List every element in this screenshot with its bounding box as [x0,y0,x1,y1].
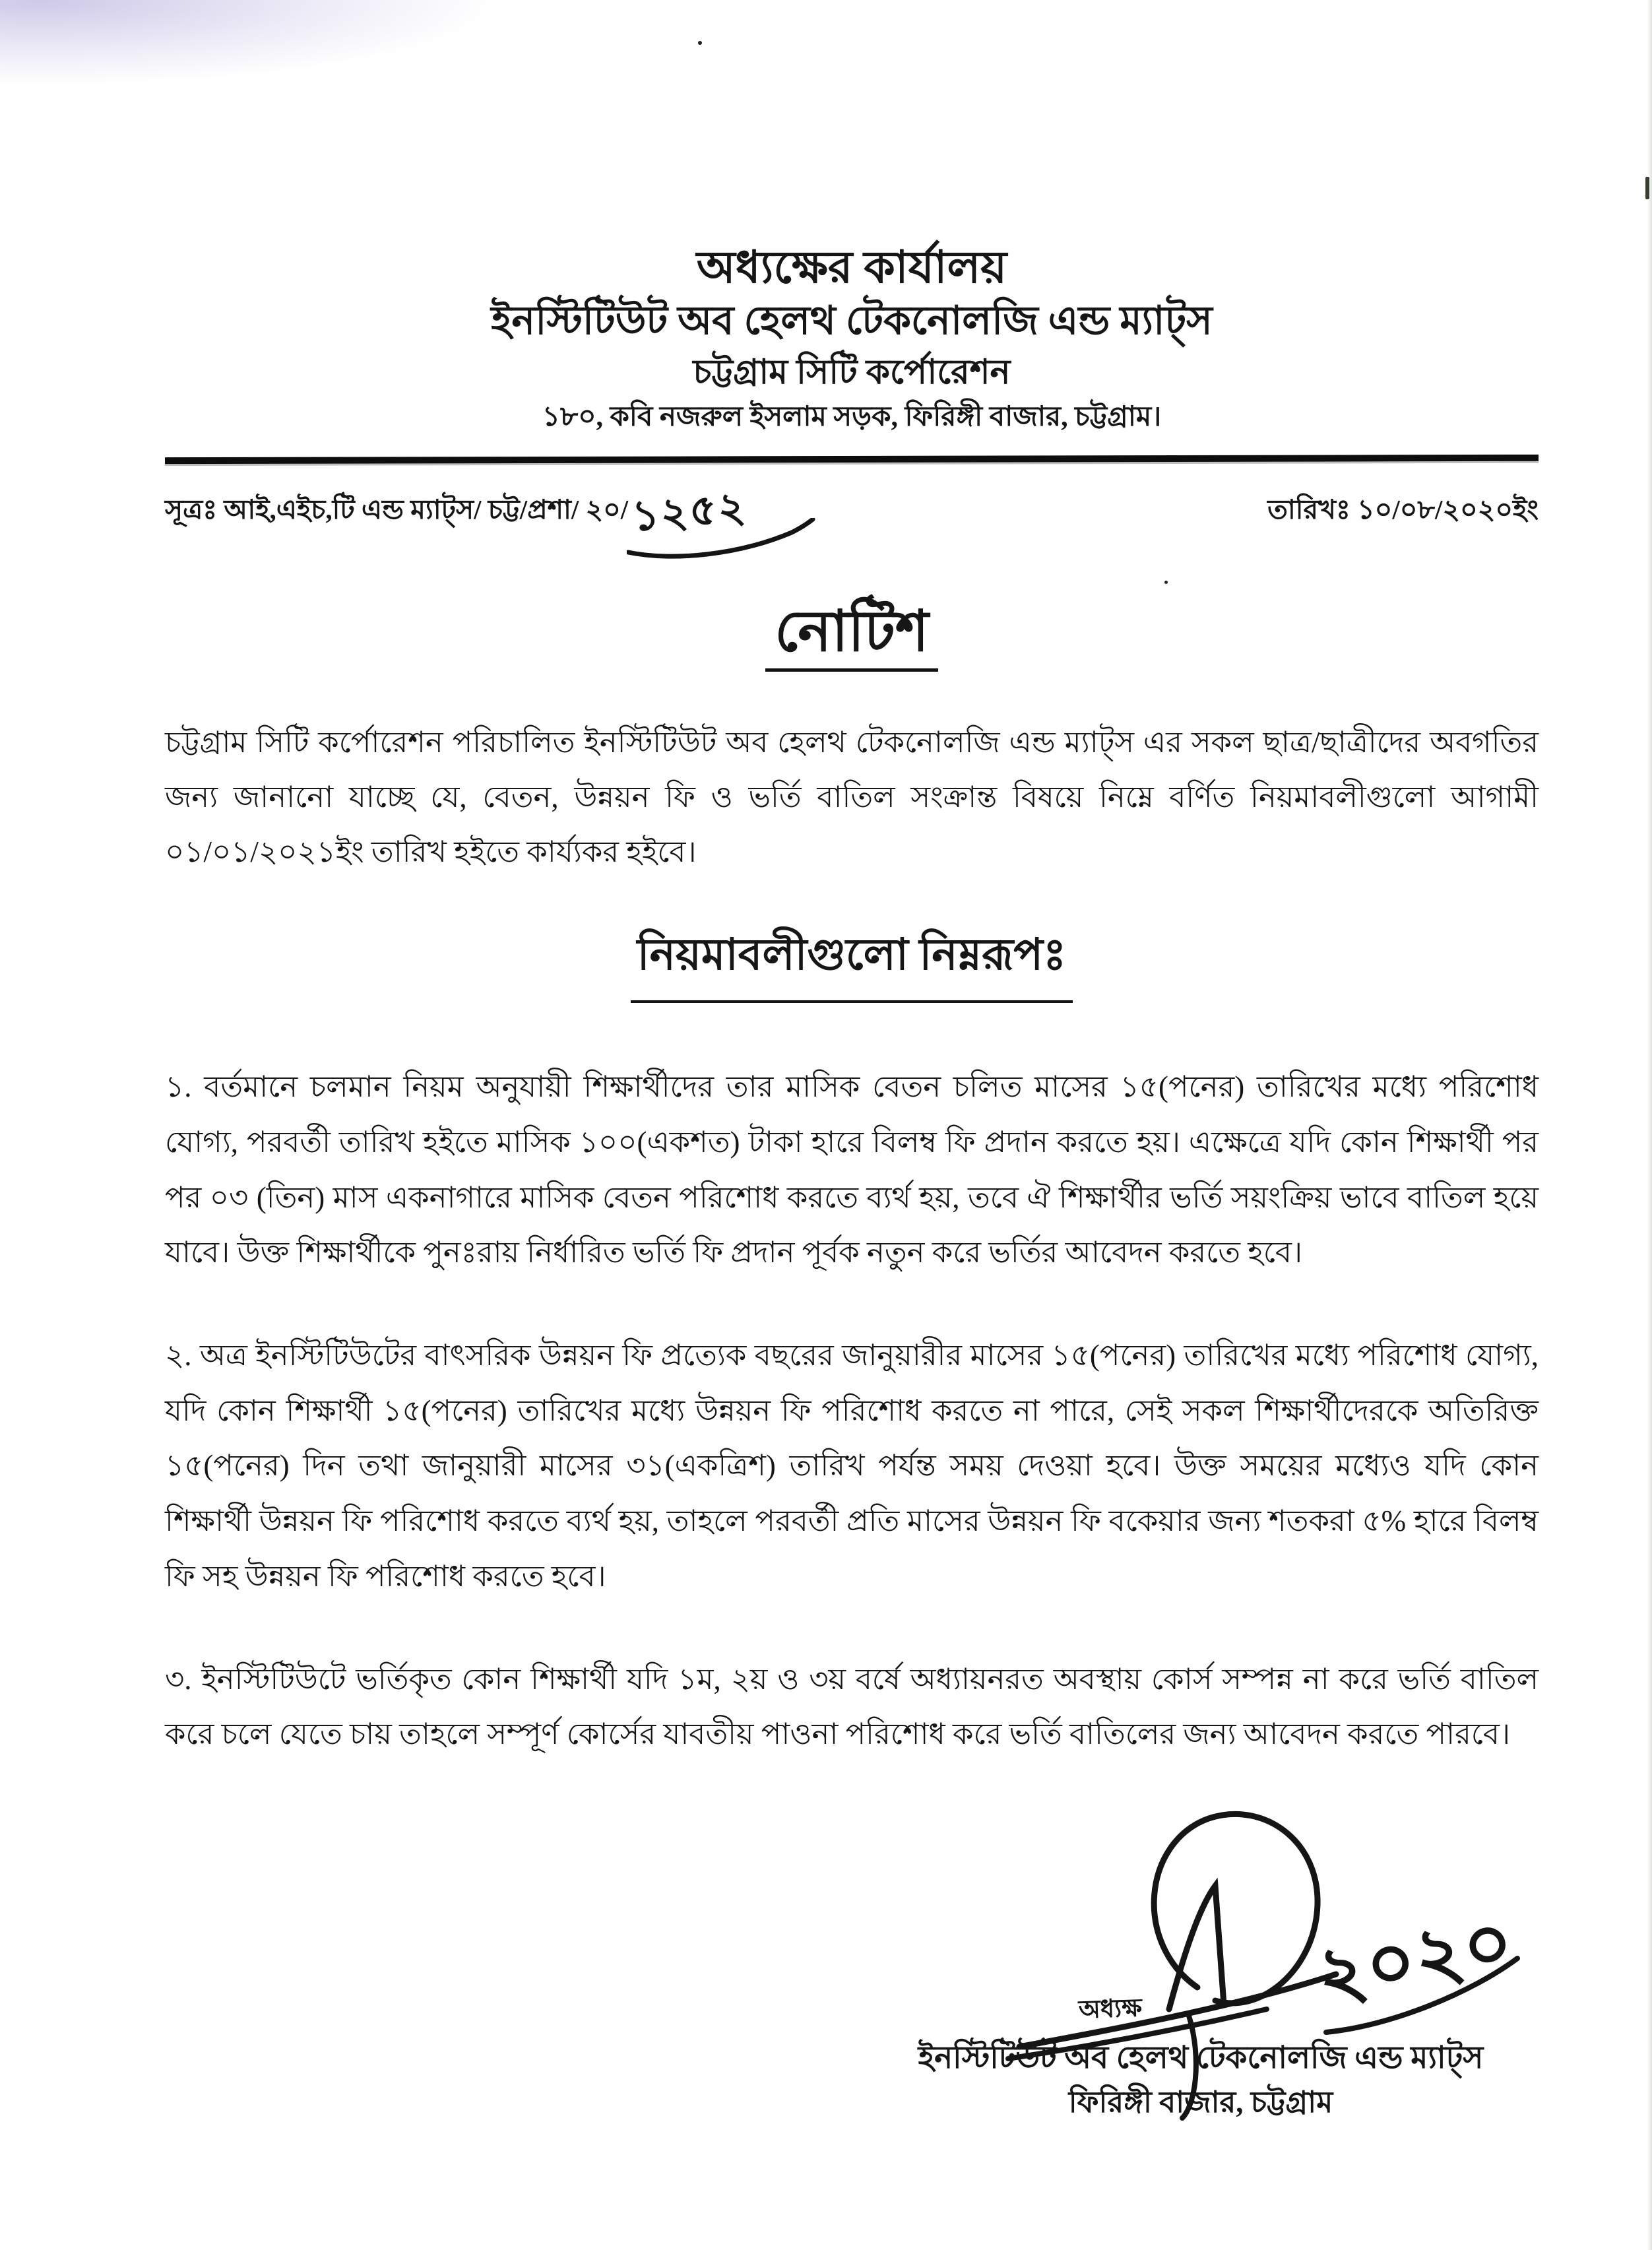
letter-content [165,243,1539,1792]
handwritten-underline-stroke [627,518,825,564]
signature-year: ২০২০ [1310,1898,1520,2019]
notice-title-wrap [165,599,1539,672]
signatory-designation: অধ্যক্ষ [1078,1994,1143,2024]
handwritten-reference [632,480,747,550]
scan-speck [698,41,702,45]
rule-item-2: ২. অত্র ইনস্টিটিউটের বাৎসরিক উন্নয়ন ফি প্রত্যেক বছরের জানুয়ারীর মাসের ১৫(পনের) তারিখের মধ্যে পরিশোধ যোগ্য, যদি কোন শিক্ষার্থী ১৫(পনের) তারিখের মধ্যে উন্নয়ন ফি পরিশোধ করতে না পারে, সেই সকল শিক্ষার্থীদেরকে অতিরিক্ত ১৫(পনের) দিন তথা জানুয়ারী মাসের ৩১(একত্রিশ) তারিখ পর্যন্ত সময় দেওয়া হবে। উক্ত সময়ের মধ্যেও যদি কোন শিক্ষার্থী উন্নয়ন ফি পরিশোধ করতে ব্যর্থ হয়, তাহলে পরবর্তী প্রতি মাসের উন্নয়ন ফি বকেয়ার জন্য শতকরা ৫% হারে বিলম্ব ফি সহ উন্নয়ন ফি পরিশোধ করতে হবে। [165,1339,1539,1593]
scan-edge-artifact [1645,0,1652,2250]
rules-subtitle: নিয়মাবলীগুলো নিম্নরূপঃ [631,921,1073,1003]
handwritten-reference-digits: ১২৫২ [630,483,749,540]
signature-block [918,1808,1564,2177]
rule-item-3: ৩. ইনস্টিটিউটে ভর্তিকৃত কোন শিক্ষার্থী যদি ১ম, ২য় ও ৩য় বর্ষে অধ্যায়নরত অবস্থায় কোর্স সম্পন্ন না করে ভর্তি বাতিল করে চলে যেতে চায় তাহলে সম্পূর্ণ কোর্সের যাবতীয় পাওনা পরিশোধ করে ভর্তি বাতিলের জন্য আবেদন করতে পারবে। [165,1662,1539,1751]
institute-address: ১৮০, কবি নজরুল ইসলাম সড়ক, ফিরিঙ্গী বাজার, চট্টগ্রাম। [542,401,1162,432]
reference-number [165,483,749,550]
reference-label: সূত্রঃ আই,এইচ,টি এন্ড ম্যাট্স/ চট্ট/প্রশা/ ২০/ [165,494,629,525]
signatory-org-name: ইনস্টিটিউট অব হেলথ টেকনোলজি এন্ড ম্যাট্স [918,2041,1484,2075]
institute-name: ইনস্টিটিউট অব হেলথ টেকনোলজি এন্ড ম্যাট্স [491,298,1213,342]
rule-item-1: ১. বর্তমানে চলমান নিয়ম অনুযায়ী শিক্ষার্থীদের তার মাসিক বেতন চলিত মাসের ১৫(পনের) তারিখের মধ্যে পরিশোধ যোগ্য, পরবর্তী তারিখ হইতে মাসিক ১০০(একশত) টাকা হারে বিলম্ব ফি প্রদান করতে হয়। এক্ষেত্রে যদি কোন শিক্ষার্থী পর পর ০৩ (তিন) মাস একনাগারে মাসিক বেতন পরিশোধ করতে ব্যর্থ হয়, তবে ঐ শিক্ষার্থীর ভর্তি সয়ংক্রিয় ভাবে বাতিল হয়ে যাবে। উক্ত শিক্ষার্থীকে পুনঃরায় নির্ধারিত ভর্তি ফি প্রদান পূর্বক নতুন করে ভর্তির আবেদন করতে হবে। [165,1070,1539,1270]
corporation-name: চট্টগ্রাম সিটি কর্পোরেশন [693,353,1011,391]
reference-date-row [165,483,1539,550]
letterhead-divider [165,455,1539,464]
letterhead [165,243,1539,439]
signatory-org-address: ফিরিঙ্গী বাজার, চট্টগ্রাম [1068,2086,1333,2119]
notice-title: নোটিশ [765,599,938,672]
notice-intro-paragraph: চট্টগ্রাম সিটি কর্পোরেশন পরিচালিত ইনস্টিটিউট অব হেলথ টেকনোলজি এন্ড ম্যাট্স এর সকল ছাত্র/ছাত্রীদের অবগতির জন্য জানানো যাচ্ছে যে, বেতন, উন্নয়ন ফি ও ভর্তি বাতিল সংক্রান্ত বিষয়ে নিম্নে বর্ণিত নিয়মাবলীগুলো আগামী ০১/০১/২০২১ইং তারিখ হইতে কার্য্যকর হইবে। [165,725,1539,868]
office-title: অধ্যক্ষের কার্যালয় [696,242,1007,292]
date-field: তারিখঃ ১০/০৮/২০২০ইং [1267,494,1539,525]
scan-edge-mark [1645,177,1649,199]
scan-smudge-artifact [0,0,501,86]
rules-subtitle-wrap [165,921,1539,1003]
